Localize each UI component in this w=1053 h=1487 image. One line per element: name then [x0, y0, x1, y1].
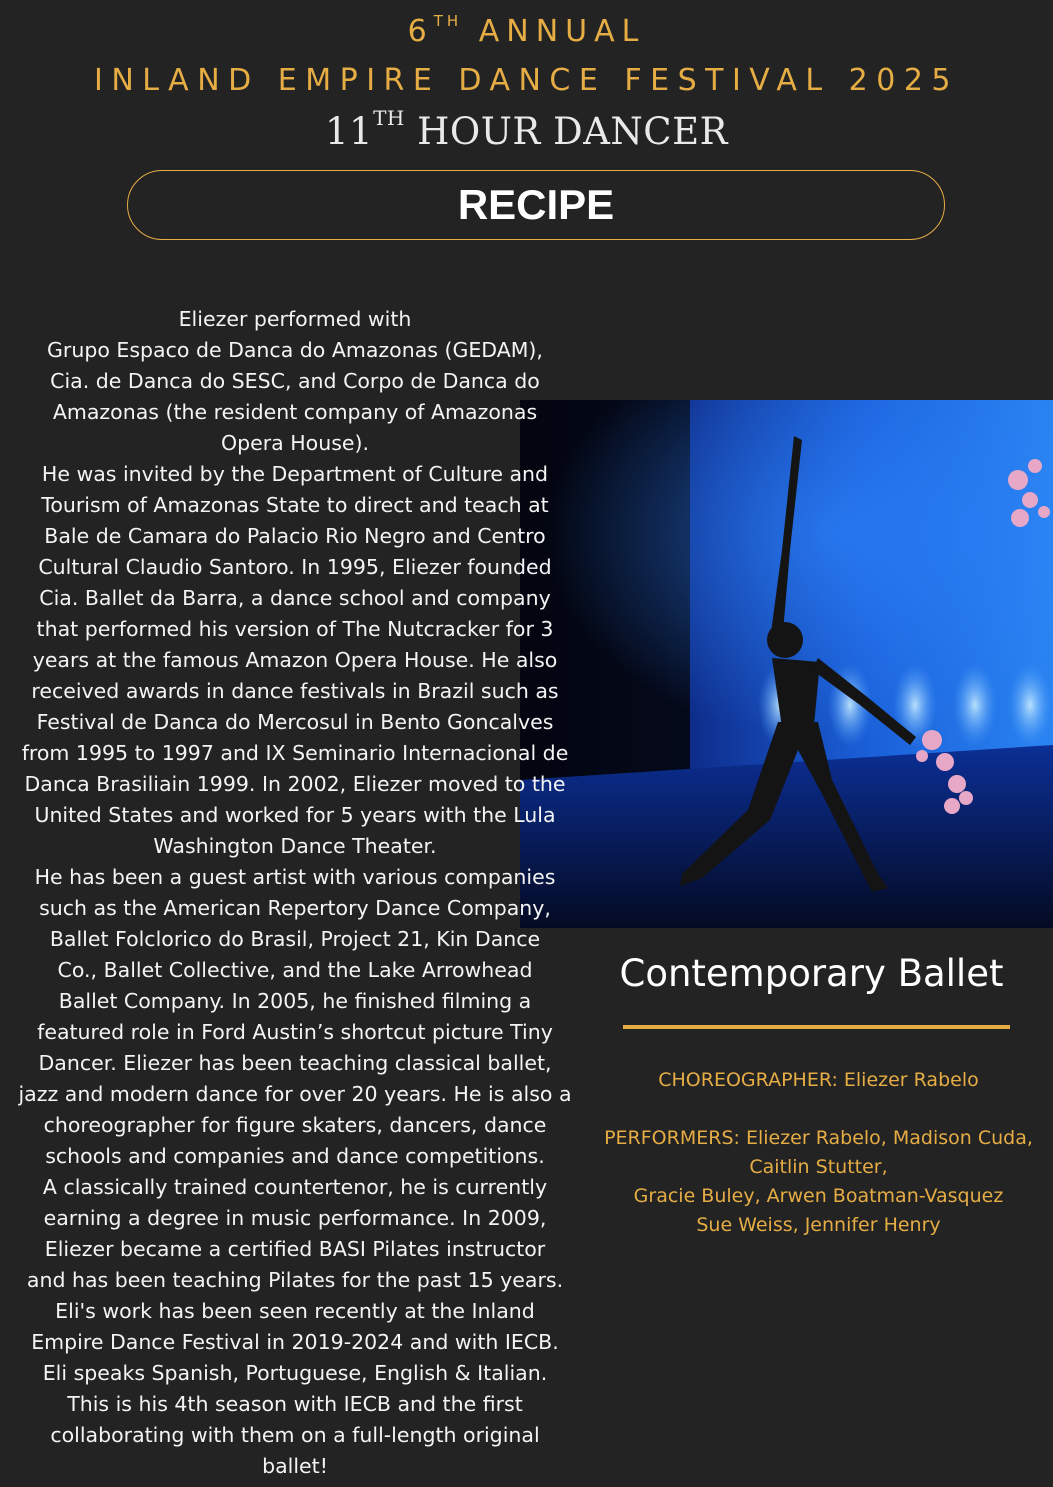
bio-line: Empire Dance Festival in 2019-2024 and with IECB. — [31, 1330, 559, 1354]
bio-line: ballet! — [262, 1454, 328, 1478]
bio-line: Grupo Espaco de Danca do Amazonas (GEDAM), — [47, 338, 543, 362]
bio-line: featured role in Ford Austin’s shortcut picture Tiny — [37, 1020, 553, 1044]
performers-line: PERFORMERS: Eliezer Rabelo, Madison Cuda, — [604, 1127, 1033, 1149]
bio-line: Ballet Folclorico do Brasil, Project 21, Kin Dance — [49, 927, 541, 951]
bio-line: such as the American Repertory Dance Company, — [39, 896, 551, 920]
performers-line: Caitlin Stutter, — [749, 1156, 888, 1178]
bio-line: schools and companies and dance competitions. — [45, 1144, 545, 1168]
dancer-photo — [520, 400, 1053, 928]
bio-line: and has been teaching Pilates for the past 15 years. — [26, 1268, 564, 1292]
festival-title: INLAND EMPIRE DANCE FESTIVAL 2025 — [93, 63, 960, 98]
annual-number: 6 — [407, 14, 434, 49]
bio-line: Cultural Claudio Santoro. In 1995, Eliezer founded — [38, 555, 552, 579]
section-label-pill — [127, 170, 945, 240]
performers-line: Gracie Buley, Arwen Boatman-Vasquez — [633, 1185, 1004, 1207]
bio-line: Cia. de Danca do SESC, and Corpo de Danca do — [50, 369, 540, 393]
bio-line: Eli speaks Spanish, Portuguese, English & Italian. — [42, 1361, 548, 1385]
piece-title — [0, 105, 1053, 153]
bio-line: Danca Brasiliain 1999. In 2002, Eliezer moved to the — [24, 772, 566, 796]
annual-heading — [0, 14, 1053, 49]
bio-line: Eliezer performed with — [178, 307, 412, 331]
bio-line: Ballet Company. In 2005, he finished filming a — [58, 989, 532, 1013]
bio-line: Cia. Ballet da Barra, a dance school and company — [39, 586, 551, 610]
bio-line: Bale de Camara do Palacio Rio Negro and Centro — [44, 524, 546, 548]
performers-credit — [584, 1124, 1053, 1240]
bio-line: A classically trained countertenor, he is currently — [42, 1175, 548, 1199]
bio-line: Eli's work has been seen recently at the Inland — [55, 1299, 535, 1323]
piece-number: 11 — [325, 110, 374, 153]
bio-line: Eliezer became a certified BASI Pilates instructor — [44, 1237, 546, 1261]
dancer-photo-image — [520, 400, 1053, 928]
bio-line: Washington Dance Theater. — [153, 834, 437, 858]
bio-line: earning a degree in music performance. In 2009, — [43, 1206, 547, 1230]
bio-line: years at the famous Amazon Opera House. He also — [32, 648, 558, 672]
bio-line: Amazonas (the resident company of Amazonas — [52, 400, 538, 424]
choreographer-credit: CHOREOGRAPHER: Eliezer Rabelo — [658, 1069, 979, 1091]
bio-line: jazz and modern dance for over 20 years. He is also a — [18, 1082, 572, 1106]
gold-divider — [623, 1025, 1010, 1029]
bio-line: from 1995 to 1997 and IX Seminario Internacional de — [21, 741, 569, 765]
bio-line: United States and worked for 5 years with the Lula — [34, 803, 556, 827]
choreographer-bio — [0, 304, 590, 1482]
annual-word: ANNUAL — [478, 14, 646, 49]
piece-title-rest: HOUR DANCER — [417, 110, 728, 153]
bio-line: Tourism of Amazonas State to direct and teach at — [41, 493, 549, 517]
annual-suffix: TH — [433, 12, 463, 30]
piece-suffix: TH — [373, 105, 405, 130]
bio-line: Co., Ballet Collective, and the Lake Arrowhead — [57, 958, 533, 982]
bio-line: received awards in dance festivals in Brazil such as — [31, 679, 559, 703]
bio-line: collaborating with them on a full-length original — [50, 1423, 540, 1447]
dance-style-title: Contemporary Ballet — [619, 952, 1004, 995]
section-label: RECIPE — [457, 181, 615, 228]
bio-line: This is his 4th season with IECB and the first — [67, 1392, 523, 1416]
performers-line: Sue Weiss, Jennifer Henry — [696, 1214, 941, 1236]
bio-line: choreographer for figure skaters, dancers, dance — [43, 1113, 547, 1137]
bio-line: that performed his version of The Nutcracker for 3 — [36, 617, 554, 641]
bio-line: He has been a guest artist with various companies — [34, 865, 556, 889]
bio-line: He was invited by the Department of Culture and — [41, 462, 549, 486]
bio-line: Dancer. Eliezer has been teaching classical ballet, — [38, 1051, 552, 1075]
bio-line: Opera House). — [220, 431, 370, 455]
bio-line: Festival de Danca do Mercosul in Bento Goncalves — [36, 710, 554, 734]
